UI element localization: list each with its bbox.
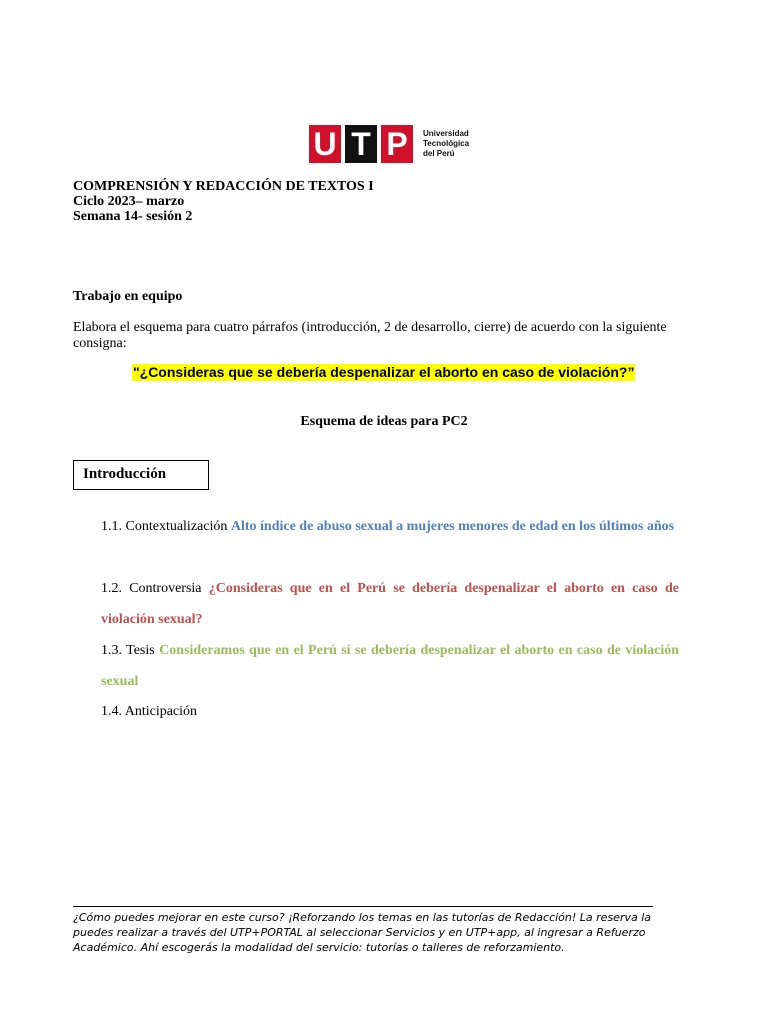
introduction-box bbox=[73, 460, 209, 490]
instruction-text: Elabora el esquema para cuatro párrafos (introducción, 2 de desarrollo, cierre) de acuerdo con la siguiente consigna: bbox=[73, 320, 667, 351]
logo-university-name bbox=[423, 129, 483, 159]
document-header bbox=[73, 179, 374, 224]
footnote-divider bbox=[73, 906, 653, 907]
logo-line: del Perú bbox=[423, 149, 455, 158]
item-label: 1.2. Controversia bbox=[101, 581, 202, 596]
team-work-title: Trabajo en equipo bbox=[73, 289, 183, 304]
item-label: 1.4. Anticipación bbox=[101, 704, 198, 719]
logo-letter-t: T bbox=[345, 125, 377, 163]
highlighted-question: "¿Consideras que se debería despenalizar el aborto en caso de violación?” bbox=[133, 364, 635, 380]
outline-item-tesis bbox=[101, 635, 679, 697]
logo-letter-p: P bbox=[381, 125, 413, 163]
outline-item-anticipacion bbox=[101, 696, 679, 727]
cycle-label: Ciclo 2023– marzo bbox=[73, 194, 185, 209]
outline-item-controversia bbox=[101, 573, 679, 635]
item-label: 1.1. Contextualización bbox=[101, 519, 228, 534]
item-value: Consideramos que en el Perú sí se debería despenalizar el aborto en caso de violación sexual bbox=[101, 643, 680, 689]
item-value: ¿Consideras que en el Perú se debería despenalizar el aborto en caso de violación sexual? bbox=[101, 581, 679, 627]
utp-logo bbox=[309, 125, 471, 163]
footnote-text: ¿Cómo puedes mejorar en este curso? ¡Reforzando los temas en las tutorías de Redacción! La reserva la puedes realizar a través del UTP+PORTAL al seleccionar Servicios y en UTP+app, al ingresar a Refuerzo Académico. Ahí escogerás la modalidad del servicio: tutorías o talleres de reforzamiento. bbox=[73, 911, 652, 954]
item-value: Alto índice de abuso sexual a mujeres menores de edad en los últimos años bbox=[230, 519, 675, 534]
introduction-label: Introducción bbox=[83, 466, 167, 482]
logo-letter-u: U bbox=[309, 125, 341, 163]
scheme-title: Esquema de ideas para PC2 bbox=[300, 414, 468, 429]
course-title: COMPRENSIÓN Y REDACCIÓN DE TEXTOS I bbox=[73, 179, 374, 194]
week-label: Semana 14- sesión 2 bbox=[73, 209, 193, 224]
logo-line: Universidad bbox=[423, 129, 469, 138]
item-label: 1.3. Tesis bbox=[101, 643, 155, 658]
logo-line: Tecnológica bbox=[423, 139, 470, 148]
outline-item-contextualizacion bbox=[101, 511, 679, 542]
